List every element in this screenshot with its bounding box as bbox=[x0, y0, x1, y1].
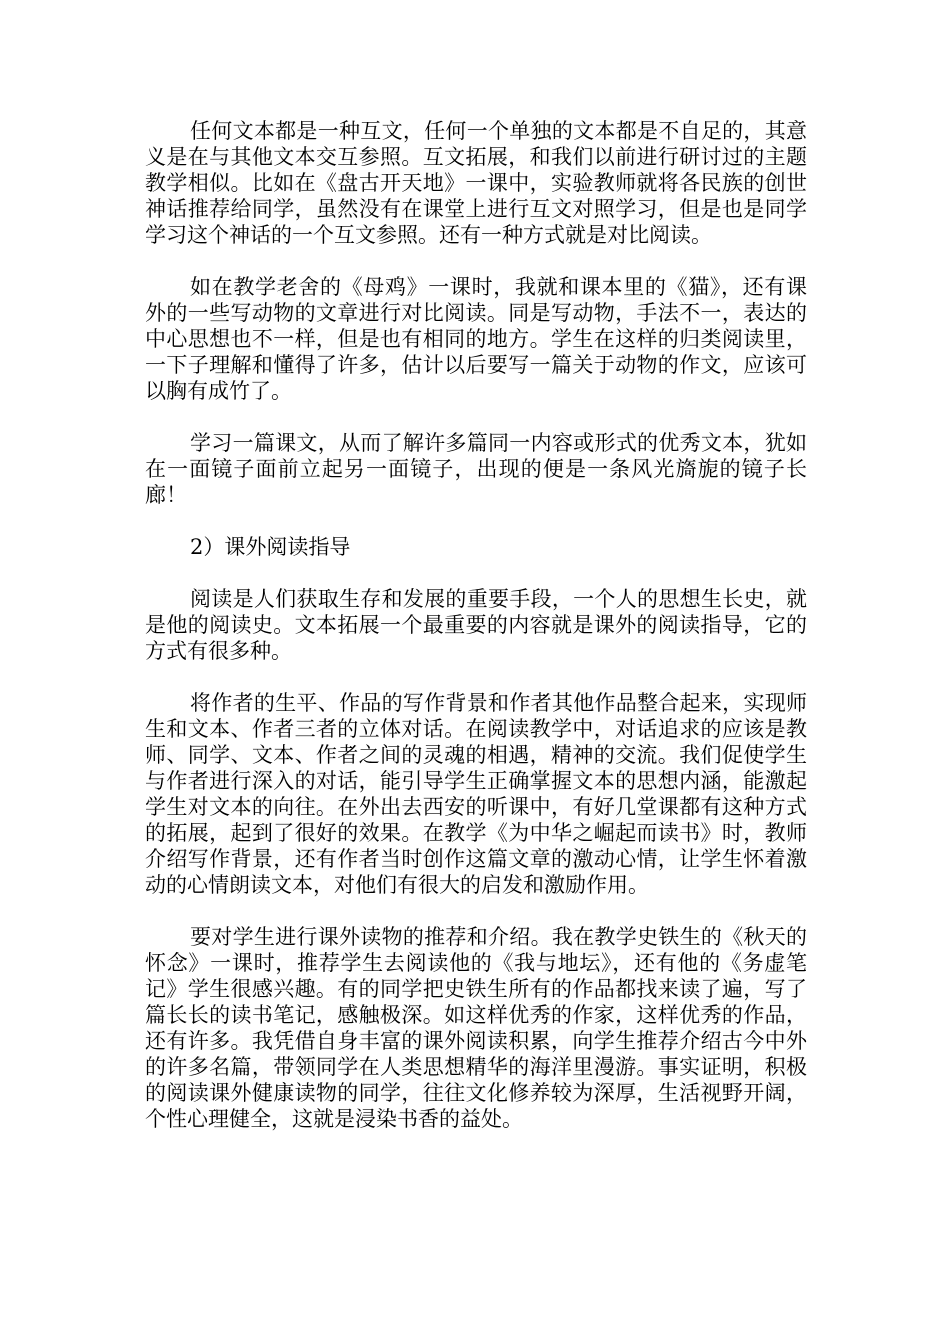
paragraph-author-dialogue: 将作者的生平、作品的写作背景和作者其他作品整合起来，实现师生和文本、作者三者的立体对话。在阅读教学中，对话追求的应该是教师、同学、文本、作者之间的灵魂的相遇，精神的交流。我们促使学生与作者进行深入的对话，能引导学生正确掌握文本的思想内涵，能激起学生对文本的向往。在外出去西安的听课中，有好几堂课都有这种方式的拓展，起到了很好的效果。在教学《为中华之崛起而读书》时，教师介绍写作背景，还有作者当时创作这篇文章的激动心情，让学生怀着激动的心情朗读文本，对他们有很大的启发和激励作用。 bbox=[145, 691, 807, 897]
section-heading: 2）课外阅读指导 bbox=[190, 535, 351, 559]
paragraph-reading-history: 阅读是人们获取生存和发展的重要手段，一个人的思想生长史，就是他的阅读史。文本拓展一个最重要的内容就是课外的阅读指导，它的方式有很多种。 bbox=[145, 587, 807, 663]
paragraph-intertext: 任何文本都是一种互文，任何一个单独的文本都是不自足的，其意义是在与其他文本交互参照。互文拓展，和我们以前进行研讨过的主题教学相似。比如在《盘古开天地》一课中，实验教师就将各民族的创世神话推荐给同学，虽然没有在课堂上进行互文对照学习，但是也是同学学习这个神话的一个互文参照。还有一种方式就是对比阅读。 bbox=[145, 119, 807, 247]
document-page bbox=[145, 118, 807, 1132]
paragraph-comparative-reading: 如在教学老舍的《母鸡》一课时，我就和课本里的《猫》，还有课外的一些写动物的文章进行对比阅读。同是写动物，手法不一，表达的中心思想也不一样，但是也有相同的地方。学生在这样的归类阅读里，一下子理解和懂得了许多，估计以后要写一篇关于动物的作文，应该可以胸有成竹了。 bbox=[145, 275, 807, 403]
paragraph-book-recommendation: 要对学生进行课外读物的推荐和介绍。我在教学史铁生的《秋天的怀念》一课时，推荐学生去阅读他的《我与地坛》，还有他的《务虚笔记》学生很感兴趣。有的同学把史铁生所有的作品都找来读了遍，写了篇长长的读书笔记，感触极深。如这样优秀的作家，这样优秀的作品，还有许多。我凭借自身丰富的课外阅读积累，向学生推荐介绍古今中外的许多名篇，带领同学在人类思想精华的海洋里漫游。事实证明，积极的阅读课外健康读物的同学，往往文化修养较为深厚，生活视野开阔，个性心理健全，这就是浸染书香的益处。 bbox=[145, 925, 807, 1131]
paragraph-mirror-corridor: 学习一篇课文，从而了解许多篇同一内容或形式的优秀文本，犹如在一面镜子面前立起另一面镜子，出现的便是一条风光旖旎的镜子长廊！ bbox=[145, 431, 807, 507]
